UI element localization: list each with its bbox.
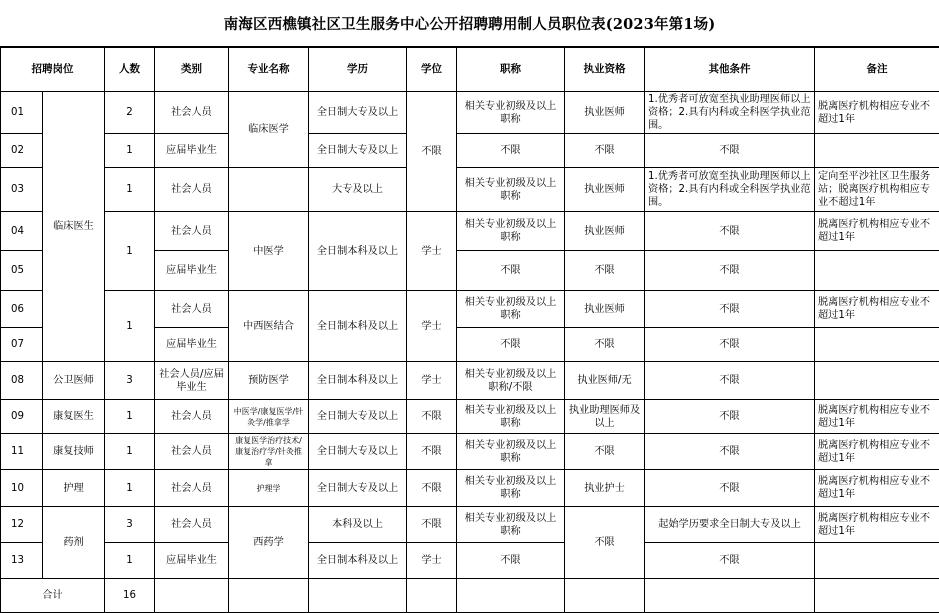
row-title-rank: 相关专业初级及以上职称 [457, 470, 565, 507]
empty-cell [565, 579, 645, 613]
positions-table [0, 47, 939, 613]
table-row [1, 212, 939, 251]
header-degree: 学位 [407, 48, 457, 92]
total-label: 合计 [1, 579, 105, 613]
row-remark [815, 328, 939, 362]
row-education: 全日制大专及以上 [309, 400, 407, 434]
row-major [229, 168, 309, 212]
row-code: 01 [1, 92, 43, 134]
row-code: 07 [1, 328, 43, 362]
row-code: 05 [1, 251, 43, 291]
row-code: 11 [1, 434, 43, 470]
row-other: 不限 [645, 362, 815, 400]
row-degree: 不限 [407, 507, 457, 543]
header-title-rank: 职称 [457, 48, 565, 92]
header-license: 执业资格 [565, 48, 645, 92]
row-other: 不限 [645, 134, 815, 168]
position-name: 护理 [43, 470, 105, 507]
row-other: 不限 [645, 251, 815, 291]
position-name: 临床医生 [43, 92, 105, 362]
table-row [1, 470, 939, 507]
row-category: 社会人员 [155, 168, 229, 212]
row-count: 1 [105, 470, 155, 507]
row-education: 大专及以上 [309, 168, 407, 212]
row-license: 执业护士 [565, 470, 645, 507]
row-count: 1 [105, 543, 155, 579]
row-title-rank: 不限 [457, 543, 565, 579]
row-license: 不限 [565, 507, 645, 579]
row-degree: 不限 [407, 434, 457, 470]
row-license: 不限 [565, 134, 645, 168]
row-remark [815, 362, 939, 400]
table-row [1, 400, 939, 434]
table-row [1, 134, 939, 168]
row-category: 社会人员 [155, 507, 229, 543]
row-title-rank: 相关专业初级及以上职称 [457, 400, 565, 434]
row-degree: 学士 [407, 291, 457, 362]
row-title-rank: 相关专业初级及以上职称 [457, 168, 565, 212]
row-education: 全日制本科及以上 [309, 362, 407, 400]
table-row [1, 543, 939, 579]
row-major: 预防医学 [229, 362, 309, 400]
row-degree: 学士 [407, 212, 457, 291]
row-remark: 脱离医疗机构相应专业不超过1年 [815, 434, 939, 470]
table-row [1, 291, 939, 328]
empty-cell [155, 579, 229, 613]
row-count: 3 [105, 507, 155, 543]
row-education: 本科及以上 [309, 507, 407, 543]
header-category: 类别 [155, 48, 229, 92]
row-education: 全日制大专及以上 [309, 470, 407, 507]
row-license: 执业医师 [565, 92, 645, 134]
row-license: 不限 [565, 434, 645, 470]
header-education: 学历 [309, 48, 407, 92]
row-major: 中医学/康复医学/针灸学/推拿学 [229, 400, 309, 434]
row-title-rank: 不限 [457, 134, 565, 168]
row-count: 2 [105, 92, 155, 134]
position-name: 公卫医师 [43, 362, 105, 400]
row-title-rank: 相关专业初级及以上职称 [457, 434, 565, 470]
empty-cell [645, 579, 815, 613]
empty-cell [309, 579, 407, 613]
row-remark: 脱离医疗机构相应专业不超过1年 [815, 291, 939, 328]
header-major: 专业名称 [229, 48, 309, 92]
row-category: 社会人员 [155, 92, 229, 134]
table-row [1, 168, 939, 212]
row-degree: 不限 [407, 92, 457, 212]
row-other: 不限 [645, 400, 815, 434]
row-license: 执业医师 [565, 168, 645, 212]
header-position: 招聘岗位 [1, 48, 105, 92]
row-category: 应届毕业生 [155, 134, 229, 168]
header-row [1, 48, 939, 92]
row-degree: 学士 [407, 362, 457, 400]
row-remark [815, 543, 939, 579]
row-code: 10 [1, 470, 43, 507]
row-remark: 脱离医疗机构相应专业不超过1年 [815, 92, 939, 134]
row-major: 西药学 [229, 507, 309, 579]
row-count: 1 [105, 168, 155, 212]
position-name: 康复医生 [43, 400, 105, 434]
row-remark: 脱离医疗机构相应专业不超过1年 [815, 507, 939, 543]
header-remark: 备注 [815, 48, 939, 92]
row-category: 社会人员/应届毕业生 [155, 362, 229, 400]
row-degree: 不限 [407, 470, 457, 507]
table-row [1, 434, 939, 470]
row-remark: 脱离医疗机构相应专业不超过1年 [815, 212, 939, 251]
row-other: 1.优秀者可放宽至执业助理医师以上资格；2.具有内科或全科医学执业范围。 [645, 168, 815, 212]
row-count: 1 [105, 134, 155, 168]
row-count: 1 [105, 212, 155, 291]
row-code: 04 [1, 212, 43, 251]
row-education: 全日制本科及以上 [309, 291, 407, 362]
empty-cell [815, 579, 939, 613]
row-remark [815, 251, 939, 291]
row-major: 中医学 [229, 212, 309, 291]
row-category: 社会人员 [155, 400, 229, 434]
row-category: 社会人员 [155, 470, 229, 507]
row-other: 不限 [645, 434, 815, 470]
table-row [1, 507, 939, 543]
row-title-rank: 不限 [457, 251, 565, 291]
row-category: 社会人员 [155, 434, 229, 470]
row-code: 13 [1, 543, 43, 579]
row-education: 全日制本科及以上 [309, 212, 407, 291]
row-title-rank: 不限 [457, 328, 565, 362]
row-category: 社会人员 [155, 212, 229, 251]
row-title-rank: 相关专业初级及以上职称 [457, 92, 565, 134]
row-license: 不限 [565, 328, 645, 362]
row-other: 不限 [645, 470, 815, 507]
row-code: 09 [1, 400, 43, 434]
empty-cell [407, 579, 457, 613]
row-license: 执业医师 [565, 212, 645, 251]
row-education: 全日制大专及以上 [309, 92, 407, 134]
row-count: 1 [105, 291, 155, 362]
row-title-rank: 相关专业初级及以上职称/不限 [457, 362, 565, 400]
total-count: 16 [105, 579, 155, 613]
row-other: 不限 [645, 328, 815, 362]
row-other: 不限 [645, 543, 815, 579]
row-title-rank: 相关专业初级及以上职称 [457, 212, 565, 251]
row-license: 不限 [565, 251, 645, 291]
row-other: 不限 [645, 212, 815, 251]
row-license: 执业医师/无 [565, 362, 645, 400]
row-major: 护理学 [229, 470, 309, 507]
row-code: 02 [1, 134, 43, 168]
row-count: 1 [105, 434, 155, 470]
row-code: 08 [1, 362, 43, 400]
table-row [1, 92, 939, 134]
row-code: 06 [1, 291, 43, 328]
empty-cell [229, 579, 309, 613]
row-remark: 脱离医疗机构相应专业不超过1年 [815, 400, 939, 434]
total-row [1, 579, 939, 613]
row-code: 12 [1, 507, 43, 543]
row-category: 社会人员 [155, 291, 229, 328]
header-count: 人数 [105, 48, 155, 92]
table-title: 南海区西樵镇社区卫生服务中心公开招聘聘用制人员职位表(2023年第1场) [0, 0, 939, 46]
row-remark: 定向至平沙社区卫生服务站；脱离医疗机构相应专业不超过1年 [815, 168, 939, 212]
row-other: 1.优秀者可放宽至执业助理医师以上资格；2.具有内科或全科医学执业范围。 [645, 92, 815, 134]
row-title-rank: 相关专业初级及以上职称 [457, 507, 565, 543]
row-count: 1 [105, 400, 155, 434]
row-code: 03 [1, 168, 43, 212]
row-major: 康复医学治疗技术/康复治疗学/针灸推拿 [229, 434, 309, 470]
row-other: 起始学历要求全日制大专及以上 [645, 507, 815, 543]
row-education: 全日制大专及以上 [309, 434, 407, 470]
row-license: 执业助理医师及以上 [565, 400, 645, 434]
header-other: 其他条件 [645, 48, 815, 92]
row-count: 3 [105, 362, 155, 400]
row-remark [815, 134, 939, 168]
table-row [1, 362, 939, 400]
row-other: 不限 [645, 291, 815, 328]
empty-cell [457, 579, 565, 613]
row-category: 应届毕业生 [155, 328, 229, 362]
row-license: 执业医师 [565, 291, 645, 328]
row-degree: 不限 [407, 400, 457, 434]
row-major: 临床医学 [229, 92, 309, 168]
row-degree: 学士 [407, 543, 457, 579]
row-category: 应届毕业生 [155, 543, 229, 579]
row-education: 全日制大专及以上 [309, 134, 407, 168]
row-remark: 脱离医疗机构相应专业不超过1年 [815, 470, 939, 507]
row-category: 应届毕业生 [155, 251, 229, 291]
row-major: 中西医结合 [229, 291, 309, 362]
position-name: 药剂 [43, 507, 105, 579]
position-name: 康复技师 [43, 434, 105, 470]
row-title-rank: 相关专业初级及以上职称 [457, 291, 565, 328]
row-education: 全日制本科及以上 [309, 543, 407, 579]
